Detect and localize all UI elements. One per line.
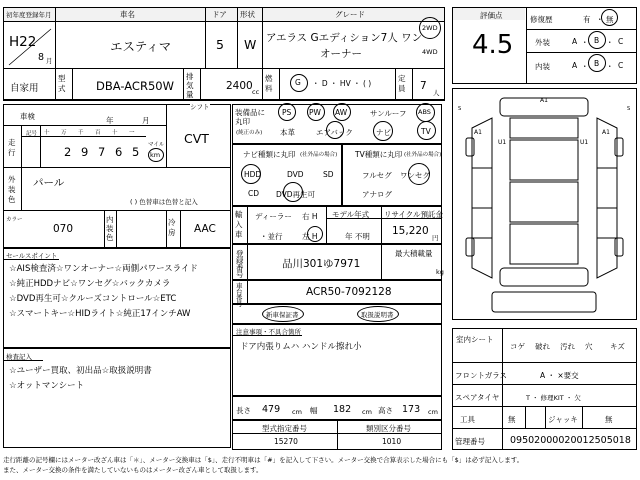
mileage-digit-4: 5 — [132, 145, 140, 159]
aircon-value: AAC — [194, 223, 216, 235]
score-label: 評価点 — [480, 11, 503, 20]
equip-abs: ABS — [418, 108, 431, 116]
sales-point-line: ☆スマートキー☆HIDライト☆純正17インチAW — [9, 309, 191, 319]
inspector-box — [3, 348, 231, 448]
inspector-line: ☆オットマンシート — [9, 381, 85, 391]
capacity-unit: 人 — [433, 89, 440, 97]
equip-airbag: エアバック — [316, 128, 353, 137]
mgmt-label: 管理番号 — [455, 437, 485, 446]
tv-title: TV種類に丸印 — [355, 150, 403, 159]
mileage-unit-1: 万 — [61, 130, 67, 136]
score-value: 4.5 — [472, 30, 514, 60]
aircon-label: 冷房 — [168, 218, 176, 237]
door-label: ドア — [212, 10, 227, 19]
repair-label: 修復歴 — [530, 15, 553, 24]
seat-label: 室内シート — [456, 335, 494, 344]
interior-c: C — [618, 61, 624, 70]
seat-item: キズ — [610, 342, 625, 351]
footer-note — [3, 455, 637, 475]
recycle-label: リサイクル預託金 — [384, 210, 443, 219]
model-year-value: 年 不明 — [345, 232, 370, 241]
length-cm: cm — [292, 408, 302, 416]
equip-navi: ナビ — [376, 128, 391, 137]
repair-yes: 有 — [583, 15, 591, 24]
length-label: 長さ — [236, 406, 251, 415]
import-right: 右 H — [302, 212, 318, 221]
import-left: 左 H — [302, 232, 318, 241]
yen-unit: 円 — [432, 234, 439, 242]
sales-points-label: セールスポイント — [6, 252, 58, 260]
cc-unit: cc — [252, 88, 260, 96]
mileage-digit-2: 7 — [98, 145, 106, 159]
inspection-month: 月 — [142, 116, 150, 125]
equip-tv: TV — [421, 127, 431, 136]
diagram-u1-right: U1 — [580, 139, 589, 146]
mileage-unit-2: 千 — [78, 130, 84, 136]
registration-label: 登録番号 — [236, 249, 244, 279]
interior-color-label: 内装色 — [106, 215, 114, 242]
diagram-a1-top: A1 — [540, 97, 548, 104]
registration-number: 品川301ゆ7971 — [282, 258, 361, 270]
shift-value: CVT — [184, 131, 209, 146]
diagram-a1-right: A1 — [602, 129, 610, 136]
equip-sunroof: サンルーフ — [370, 109, 407, 118]
width-cm: cm — [362, 408, 372, 416]
seat-item: 穴 — [585, 342, 593, 351]
width-value: 182 — [333, 404, 352, 415]
tv-analog: アナログ — [362, 190, 392, 199]
inspection-label: 車検 — [20, 112, 35, 121]
footer-line-1: 走行距離の記号欄にはメーター改ざん車は「＊」、メーター交換車は「$」、走行不明車は「#」を記入して下さい。メーター交換で合算表示した場合にも「$」は必ず記入します。 — [3, 456, 524, 464]
new-warranty: 新車保証書 — [266, 311, 299, 319]
sales-point-line: ☆AIS検査済☆ワンオーナー☆両側パワースライド — [9, 264, 198, 274]
exterior-c: C — [618, 37, 624, 46]
color-code-label: カラー — [6, 217, 23, 223]
grade-line-1: アエラス Gエディション7人 ワン — [266, 32, 423, 44]
equip-ps: PS — [282, 108, 292, 117]
first-reg-label: 初年度登録年月 — [6, 11, 52, 19]
interior-a: A — [572, 61, 578, 70]
tv-sub: (社外品の場合) — [404, 152, 442, 158]
seat-item: 汚れ — [560, 342, 575, 351]
usage: 自家用 — [10, 83, 39, 94]
equip-pw: PW — [309, 108, 321, 117]
first-reg-month: 8 — [38, 52, 45, 63]
displacement-label: 排気量 — [186, 72, 194, 99]
mgmt-value: 09502000020012505018 — [510, 435, 631, 446]
mileage-digit-1: 9 — [81, 145, 89, 159]
shape-label: 形状 — [240, 10, 255, 19]
exterior-color-label: 外装色 — [8, 175, 16, 204]
class-label: 類別区分番号 — [366, 424, 411, 433]
tv-fullseg: フルセグ — [362, 171, 392, 180]
navi-hdd: HDD — [244, 170, 262, 179]
kg-unit: kg — [436, 268, 444, 276]
drive-2wd: 2WD — [422, 24, 438, 32]
car-name-label: 車名 — [120, 10, 135, 19]
mileage-digit-3: 6 — [115, 145, 123, 159]
month-unit: 月 — [46, 57, 53, 65]
interior-b: B — [594, 59, 600, 68]
mileage-unit-0: 十 — [44, 130, 50, 136]
body-shape: W — [244, 37, 257, 52]
navi-dvd: DVD — [287, 170, 304, 179]
color-note: ( ) 色替車は色替と記入 — [130, 198, 198, 206]
glass-value: A ・ ×要交 — [540, 371, 579, 380]
chassis-number: ACR50-7092128 — [306, 286, 392, 298]
color-code: 070 — [53, 223, 74, 235]
navi-sub: (社外品の場合) — [300, 152, 338, 158]
loading-label: 最大積載量 — [395, 249, 433, 258]
diagram-a1-left: A1 — [474, 129, 482, 136]
equipment-subtitle: (純正のみ) — [236, 130, 263, 136]
model-label: 型式 — [58, 74, 66, 93]
mileage-unit-3: 百 — [95, 130, 101, 136]
height-label: 高さ — [378, 406, 393, 415]
grade-label: グレード — [335, 10, 365, 19]
inspector-line: ☆ユーザー買取、初出品☆取扱説明書 — [9, 366, 152, 376]
class-value: 1010 — [382, 437, 402, 446]
fuel-gasoline: G — [295, 78, 301, 87]
recycle-value: 15,220 — [392, 225, 429, 237]
capacity: 7 — [420, 80, 427, 92]
interior-label: 内装 — [535, 62, 550, 71]
inspection-year: 年 — [106, 116, 114, 125]
length-value: 479 — [262, 404, 281, 415]
import-parallel: ・並行 — [260, 232, 283, 241]
sales-point-line: ☆純正HDDナビ☆ワンセグ☆バックカメラ — [9, 279, 171, 289]
drive-4wd: 4WD — [422, 48, 438, 56]
notes-label: 注意事項・不具合箇所 — [236, 328, 301, 336]
mileage-unit-4: 十 — [112, 130, 118, 136]
equipment-title: 装備品に丸印 — [235, 108, 265, 126]
exterior-a: A — [572, 37, 578, 46]
mileage-label: 走行 — [8, 138, 16, 157]
exterior-label: 外装 — [535, 38, 550, 47]
exterior-color: パール — [33, 177, 65, 189]
type-label: 型式指定番号 — [262, 424, 307, 433]
car-name: エスティマ — [110, 39, 172, 54]
navi-sd: SD — [323, 170, 334, 179]
tv-oneseg: ワンセグ — [400, 171, 430, 180]
exterior-b: B — [594, 36, 600, 45]
sales-point-line: ☆DVD再生可☆クルーズコントロール☆ETC — [9, 294, 177, 304]
import-label: 輸入車 — [235, 210, 243, 239]
shift-label: シフト — [190, 103, 210, 111]
mileage-digit-0: 2 — [64, 145, 72, 159]
fuel-label: 燃料 — [265, 74, 273, 93]
diagram-s-left: S — [458, 106, 462, 112]
inspector-label: 検査記入 — [6, 353, 32, 361]
mileage-unit-5: 一 — [129, 130, 135, 136]
model-code: DBA-ACR50W — [96, 79, 174, 93]
model-year-label: モデル年式 — [332, 210, 370, 219]
diagram-u1-left: U1 — [498, 139, 507, 146]
km-unit: km — [150, 151, 161, 159]
spare-label: スペアタイヤ — [455, 393, 500, 402]
tools-value: 無 — [508, 415, 516, 424]
displacement: 2400 — [226, 80, 253, 92]
seat-item: 破れ — [535, 342, 550, 351]
type-value: 15270 — [274, 437, 298, 446]
navi-title: ナビ種類に丸印 — [243, 150, 296, 159]
spare-value: T ・ 修理KIT ・ 欠 — [526, 394, 581, 402]
first-reg-year: H22 — [9, 34, 37, 50]
equip-aw: AW — [335, 108, 348, 117]
manual-doc: 取扱説明書 — [361, 311, 394, 319]
grade-line-2: オーナー — [320, 48, 362, 60]
width-label: 幅 — [310, 406, 318, 415]
footer-line-2: また、メーター交換の条件を満たしていないものはメーター改ざん車として取扱します。 — [3, 466, 263, 474]
jack-label: ジャッキ — [548, 415, 578, 424]
capacity-label: 定員 — [398, 74, 406, 93]
door-count: 5 — [216, 37, 224, 52]
import-dealer: ディーラー — [255, 212, 292, 221]
height-value: 173 — [402, 404, 421, 415]
mile-unit: マイル — [148, 142, 165, 148]
height-cm: cm — [428, 408, 438, 416]
navi-cd: CD — [248, 189, 260, 198]
chassis-label: 車台番号 — [236, 282, 243, 308]
diagram-s-right: S — [627, 106, 631, 112]
mileage-sub-label: 記号 — [26, 131, 38, 137]
fuel-options: ・ D ・ HV ・ ( ) — [312, 79, 372, 88]
equip-leather: 本革 — [280, 128, 295, 137]
repair-no: 無 — [606, 15, 614, 24]
car-diagram — [452, 88, 637, 320]
jack-value: 無 — [605, 415, 613, 424]
glass-label: フロントガラス — [455, 371, 508, 380]
tools-label: 工具 — [460, 415, 475, 424]
notes-text: ドア内張りムハ ハンドル擦れ小 — [240, 342, 362, 352]
navi-dvd-play: DVD再生可 — [276, 190, 316, 199]
seat-item: コゲ — [510, 342, 525, 351]
